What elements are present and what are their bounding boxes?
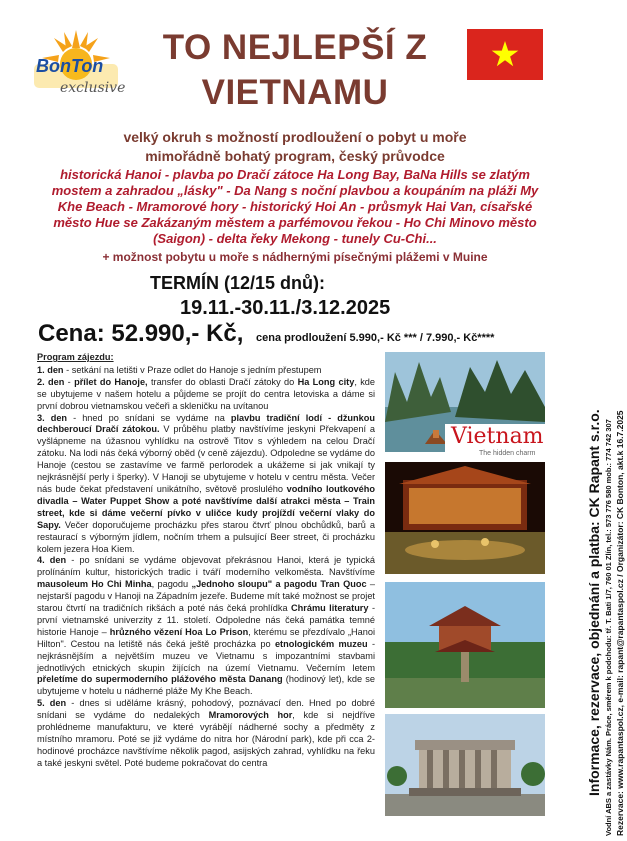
vietnam-tagline-text: The hidden charm — [479, 450, 536, 457]
program-day-text: - nejkrásnějším a největším muzeu ve Vietnamu s impozantními stavbami jednotlivých etnických skupin žijících na území Vietnamu. Večerním letem — [37, 638, 376, 673]
program-day-text: Ha Long city — [297, 376, 355, 387]
page-title-line1: TO NEJLEPŠÍ Z — [162, 28, 428, 67]
agency-reservation: Rezervace: www.rapantaspol.cz, e-mail: rapant@rapantaspol.cz / Organizátor: CK Bonton, akt.k 16.7.2025 — [615, 410, 625, 836]
program-day-number: 5. den — [37, 698, 67, 709]
program-day-text: - první vietnamské univerzity z 11. století. Odpoledne nás čeká památka temné historie Hanoje – — [37, 603, 376, 637]
logo-brand: BonTon — [36, 56, 104, 76]
program-day-text: etnologickém muzeu — [274, 638, 368, 649]
program-day-text: (hodinový let), kde se ubytujeme v hotelu u nádherné pláže My Khe Beach. — [37, 674, 375, 697]
program-day-text: „Jednoho sloupu" a pagodu Tran Quoc — [191, 579, 367, 590]
program-day-number: 3. den — [37, 412, 68, 423]
program-section — [37, 352, 375, 770]
program-day-number: 1. den — [37, 364, 64, 375]
program-days — [37, 365, 375, 770]
photo-one-pillar-pagoda — [385, 582, 545, 708]
program-day-text: , kde si nejdříve prohlédneme manufakturu, ve které vyrábějí nádherné sochy a předměty z místního mramoru. Poté se již vydáme do nitra hor (Národní park), kde při cca 2-hodinové procházce navštívíme několik pagod, asijských zahrad, vyhlídku na řeku a také jeskyni světel. Poté budeme pokračovat do centra — [37, 710, 375, 768]
program-day — [37, 555, 375, 698]
program-day-number: 4. den — [37, 555, 67, 566]
logo-tagline: exclusive — [60, 80, 126, 96]
page-title-line2: VIETNAMU — [201, 73, 389, 112]
program-day-text: vodního loutkového divadla – Water Puppet Show a poté navštívíme další atrakci města – Train street, kde si dáme večerní pívko v uličce kudy projíždí večerní vlaky do Sapy. — [37, 483, 375, 530]
program-day-text: transfer do oblasti Dračí zátoky do — [147, 376, 298, 387]
program-day-number: 2. den — [37, 376, 65, 387]
program-day — [37, 377, 375, 413]
program-day-text: - hned po snídani se vydáme na — [67, 412, 231, 423]
agency-line: Informace, rezervace, objednání a platba: CK Rapant s.r.o. — [586, 409, 602, 796]
highlight-line: (Saigon) - delta řeky Mekong - tunely Cu-Chi... — [153, 231, 437, 246]
program-day-text: mausoleum Ho Chi Minha — [37, 579, 152, 590]
highlight-line: historická Hanoi - plavba po Dračí zátoce Ha Long Bay, BaNa Hills se zlatým — [60, 167, 530, 182]
program-day-text: - — [64, 376, 75, 387]
program-day-text: Chrámu literatury — [291, 603, 369, 614]
program-day-text: , kterému se přezdívalo „Hanoi Hilton". Cestou na letiště nás čeká ještě procházka po — [37, 626, 376, 649]
program-day — [37, 698, 375, 769]
program-day-text: , kde se ubytujeme v našem hotelu a půjdeme se projít do centra letoviska a dáme si první dobrou vietnamskou večeři a skleničku na uvítanou — [37, 376, 376, 411]
program-day-text: - po snídani se vydáme objevovat překrásnou Hanoi, která je typická prolínáním kultur, historických tradic i tváří moderního velkoměsta. Navštívíme — [37, 555, 375, 578]
vietnam-flag-icon — [467, 29, 543, 80]
program-day-text: Večer doporučujeme procházku přes starou čtvrť plnou obchůdků, barů a restaurací s výborným jídlem, nočním trhem a pulsující Beer street, či procházku kolem jezera Hoa Kiem. — [37, 519, 375, 554]
photo-ho-chi-minh-mausoleum — [385, 714, 545, 816]
program-day-text: přílet do Hanoje, — [74, 376, 148, 387]
price-extension: cena prodloužení 5.990,- Kč *** / 7.990,- Kč**** — [256, 332, 495, 344]
program-day-text: V průběhu platby navštívíme jeskyni Překvapení a vyšlápneme na úžasnou vyhlídku na ostrově Titov s výhledem na celou Dračí zátoku. Na lodi nás čeká výborný oběd (v ceně zájezdu). Odpoledne se vydáme do Hanoje (cestou se zastavíme ve farmě perlorodek a ukážeme si jak vnikají ty nejkrásnější perly i šperky). V Hanoji se ubytujeme v hotelu v centru města. Večer nás bude čekat představení unikátního, světově proslulého — [37, 424, 375, 494]
program-heading: Program zájezdu: — [37, 352, 114, 362]
program-day-text: , pagodu — [151, 579, 192, 590]
program-day-text: – nejstarší pagodu v Hanoji na Západním jezeře. Budeme mít také možnost se projet starou čtvrtí na tradičních rikšách a poté nás čeká prohlídka — [37, 579, 375, 614]
subtitle-line2: mimořádně bohatý program, český průvodce — [145, 148, 445, 164]
highlight-line: Khe Beach - Mramorové hory - historický Hoi An - průsmyk Hai Van, císařské — [57, 199, 533, 214]
vietnam-tourism-logo — [445, 424, 545, 460]
program-day — [37, 365, 375, 377]
termin-dates: 19.11.-30.11./3.12.2025 — [180, 297, 391, 319]
program-day-text: přeletíme do supermoderního plážového města Danang — [37, 674, 283, 685]
price-main: Cena: 52.990,- Kč, — [38, 320, 244, 347]
agency-contact — [586, 286, 627, 836]
sea-extension-line: + možnost pobytu u moře s nádhernými písečnými plážemi v Muine — [102, 250, 488, 264]
program-day-text: - dnes si uděláme krásný, pohodový, poznávací den. Hned po dobré snídani se vydáme do nedalekých — [37, 698, 375, 721]
agency-address: Vodní ABS a zastávky Nám. Práce, směrem k podchodu: tř. T. Bati 1/7, 760 01 Zlín, tel.: 573 776 580 mob.: 774 742 307 — [604, 419, 613, 836]
program-day-text: plavbu tradiční lodí - džunkou dechberoucí Dračí zátokou. — [37, 412, 375, 435]
program-day-text: hrůzného vězení Hoa Lo Prison — [109, 626, 249, 637]
highlight-line: město Hue se Zakázaným městem a parfémovou řekou - Ho Chi Minovo město — [53, 215, 537, 230]
photo-water-puppet-show — [385, 462, 545, 574]
highlight-line: mostem a zahradou „lásky" - Da Nang s noční plavbou a koupáním na pláži My — [51, 183, 539, 198]
subtitle-line1: velký okruh s možností prodloužení o pobyt u moře — [123, 129, 467, 145]
termin-label: TERMÍN (12/15 dnů): — [150, 273, 326, 293]
program-day — [37, 413, 375, 556]
bonton-logo — [26, 26, 126, 114]
program-day-text: - setkání na letišti v Praze odlet do Hanoje s jedním přestupem — [63, 364, 322, 375]
program-day-text: Mramorových hor — [208, 710, 293, 721]
vietnam-brand-text: Vietnam — [451, 424, 544, 449]
